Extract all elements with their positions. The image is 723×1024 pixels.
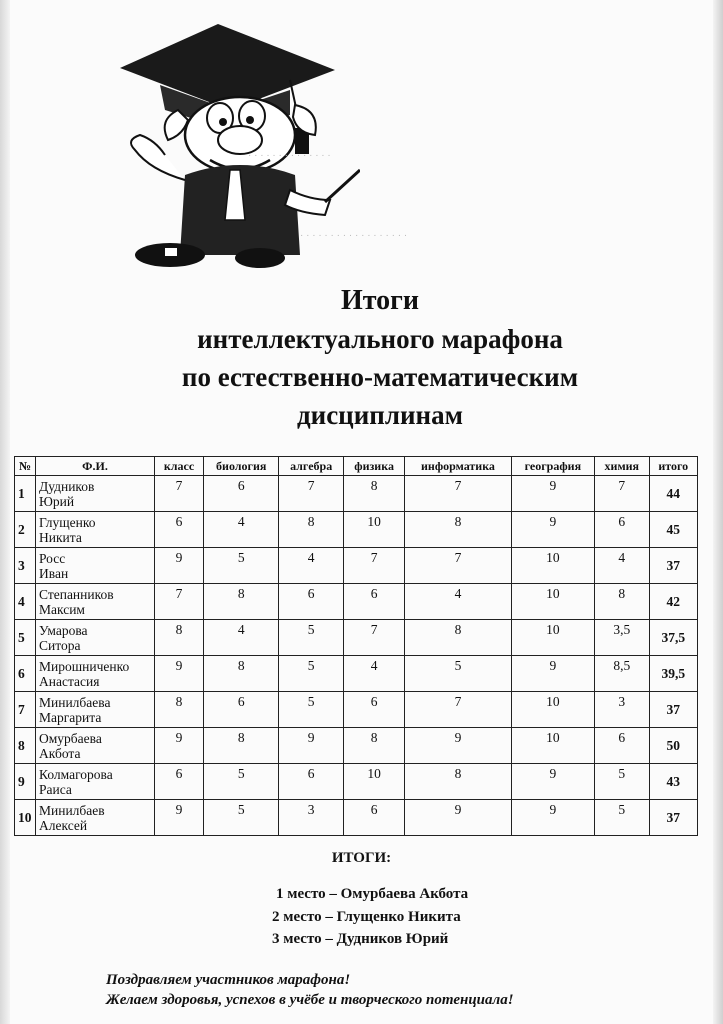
title-line-3: по естественно-математическим bbox=[181, 362, 579, 392]
title-line-2: интеллектуального марафона bbox=[197, 324, 563, 354]
cell-class: 8 bbox=[155, 620, 204, 656]
student-first-name: Никита bbox=[39, 529, 82, 545]
col-header-algebra: алгебра bbox=[279, 457, 344, 476]
student-surname: Минилбаева bbox=[39, 694, 111, 710]
cell-chemistry: 5 bbox=[595, 800, 650, 836]
cell-geography: 10 bbox=[511, 620, 594, 656]
student-surname: Росс bbox=[39, 550, 66, 566]
student-surname: Колмагорова bbox=[39, 766, 113, 782]
scan-edge-right bbox=[713, 0, 723, 1024]
cell-total: 50 bbox=[649, 728, 697, 764]
row-number: 8 bbox=[15, 728, 36, 764]
col-header-biology: биология bbox=[204, 457, 279, 476]
row-number: 10 bbox=[15, 800, 36, 836]
cell-geography: 9 bbox=[511, 656, 594, 692]
show-through-text: · · · · · · · · · · · · · · · · · · bbox=[300, 230, 408, 241]
cell-full-name bbox=[36, 656, 155, 692]
cell-informatics: 8 bbox=[405, 620, 511, 656]
student-surname: Дудников bbox=[39, 478, 95, 494]
cell-total: 37,5 bbox=[649, 620, 697, 656]
cell-full-name bbox=[36, 728, 155, 764]
cell-biology: 8 bbox=[204, 584, 279, 620]
show-through-text: · · · · · · · · · · · · · · bbox=[248, 150, 331, 161]
cell-algebra: 9 bbox=[279, 728, 344, 764]
cell-chemistry: 4 bbox=[595, 548, 650, 584]
row-number: 5 bbox=[15, 620, 36, 656]
student-surname: Омурбаева bbox=[39, 730, 102, 746]
student-surname: Умарова bbox=[39, 622, 88, 638]
cell-physics: 7 bbox=[343, 548, 404, 584]
cell-total: 39,5 bbox=[649, 656, 697, 692]
cell-algebra: 7 bbox=[279, 476, 344, 512]
cell-biology: 5 bbox=[204, 800, 279, 836]
cell-geography: 10 bbox=[511, 728, 594, 764]
cell-geography: 10 bbox=[511, 584, 594, 620]
cell-algebra: 6 bbox=[279, 584, 344, 620]
cell-algebra: 5 bbox=[279, 692, 344, 728]
table-row bbox=[15, 764, 698, 800]
cell-chemistry: 3 bbox=[595, 692, 650, 728]
cell-biology: 8 bbox=[204, 656, 279, 692]
cell-physics: 10 bbox=[343, 764, 404, 800]
cell-total: 37 bbox=[649, 548, 697, 584]
cell-full-name bbox=[36, 800, 155, 836]
cell-total: 42 bbox=[649, 584, 697, 620]
cell-full-name bbox=[36, 764, 155, 800]
cell-algebra: 5 bbox=[279, 620, 344, 656]
row-number: 7 bbox=[15, 692, 36, 728]
col-header-num: № bbox=[15, 457, 36, 476]
student-first-name: Маргарита bbox=[39, 709, 102, 725]
cell-informatics: 9 bbox=[405, 800, 511, 836]
cell-total: 45 bbox=[649, 512, 697, 548]
cell-biology: 6 bbox=[204, 476, 279, 512]
student-surname: Степанников bbox=[39, 586, 114, 602]
cell-informatics: 7 bbox=[405, 692, 511, 728]
row-number: 6 bbox=[15, 656, 36, 692]
page-title bbox=[130, 282, 630, 434]
student-first-name: Раиса bbox=[39, 781, 72, 797]
cell-full-name bbox=[36, 476, 155, 512]
cell-geography: 9 bbox=[511, 476, 594, 512]
col-header-informatics: информатика bbox=[405, 457, 511, 476]
scan-edge-left bbox=[0, 0, 10, 1024]
cell-physics: 8 bbox=[343, 728, 404, 764]
first-place: 1 место – Омурбаева Акбота bbox=[276, 886, 469, 902]
cell-informatics: 8 bbox=[405, 512, 511, 548]
cell-informatics: 7 bbox=[405, 548, 511, 584]
wishes-line: Желаем здоровья, успехов в учёбе и творческого потенциала! bbox=[106, 992, 514, 1008]
cell-class: 7 bbox=[155, 584, 204, 620]
table-row bbox=[15, 476, 698, 512]
cell-biology: 5 bbox=[204, 764, 279, 800]
cell-algebra: 4 bbox=[279, 548, 344, 584]
cell-algebra: 8 bbox=[279, 512, 344, 548]
student-surname: Мирошниченко bbox=[39, 658, 130, 674]
cell-class: 8 bbox=[155, 692, 204, 728]
student-first-name: Юрий bbox=[39, 493, 75, 509]
student-first-name: Ситора bbox=[39, 637, 81, 653]
cell-algebra: 5 bbox=[279, 656, 344, 692]
cell-geography: 10 bbox=[511, 548, 594, 584]
cell-chemistry: 6 bbox=[595, 728, 650, 764]
table-row bbox=[15, 548, 698, 584]
cell-physics: 6 bbox=[343, 800, 404, 836]
col-header-class: класс bbox=[155, 457, 204, 476]
cell-geography: 9 bbox=[511, 800, 594, 836]
cell-physics: 6 bbox=[343, 692, 404, 728]
congratulations-line: Поздравляем участников марафона! bbox=[106, 972, 351, 988]
table-header-row bbox=[15, 457, 698, 476]
results-table bbox=[14, 456, 698, 836]
student-first-name: Максим bbox=[39, 601, 85, 617]
cell-geography: 9 bbox=[511, 764, 594, 800]
row-number: 9 bbox=[15, 764, 36, 800]
cell-class: 6 bbox=[155, 764, 204, 800]
title-line-1: Итоги bbox=[340, 285, 419, 316]
cell-chemistry: 8 bbox=[595, 584, 650, 620]
row-number: 4 bbox=[15, 584, 36, 620]
table-row bbox=[15, 800, 698, 836]
table-row bbox=[15, 584, 698, 620]
title-line-4: дисциплинам bbox=[296, 400, 464, 430]
cell-informatics: 8 bbox=[405, 764, 511, 800]
cell-full-name bbox=[36, 512, 155, 548]
col-header-name: Ф.И. bbox=[36, 457, 155, 476]
col-header-geography: география bbox=[511, 457, 594, 476]
cell-informatics: 5 bbox=[405, 656, 511, 692]
cell-class: 9 bbox=[155, 728, 204, 764]
cell-chemistry: 8,5 bbox=[595, 656, 650, 692]
cell-physics: 6 bbox=[343, 584, 404, 620]
cell-total: 37 bbox=[649, 692, 697, 728]
cell-physics: 7 bbox=[343, 620, 404, 656]
table-row bbox=[15, 656, 698, 692]
cell-total: 43 bbox=[649, 764, 697, 800]
col-header-chemistry: химия bbox=[595, 457, 650, 476]
third-place: 3 место – Дудников Юрий bbox=[272, 931, 449, 947]
cell-informatics: 4 bbox=[405, 584, 511, 620]
cell-algebra: 6 bbox=[279, 764, 344, 800]
cell-chemistry: 6 bbox=[595, 512, 650, 548]
row-number: 2 bbox=[15, 512, 36, 548]
cell-total: 44 bbox=[649, 476, 697, 512]
cell-class: 9 bbox=[155, 656, 204, 692]
student-surname: Глущенко bbox=[39, 514, 96, 530]
cell-informatics: 7 bbox=[405, 476, 511, 512]
cell-informatics: 9 bbox=[405, 728, 511, 764]
cell-biology: 5 bbox=[204, 548, 279, 584]
cell-total: 37 bbox=[649, 800, 697, 836]
cell-biology: 8 bbox=[204, 728, 279, 764]
cell-physics: 10 bbox=[343, 512, 404, 548]
student-first-name: Алексей bbox=[39, 817, 88, 833]
table-row bbox=[15, 728, 698, 764]
cell-biology: 4 bbox=[204, 620, 279, 656]
summary-title: ИТОГИ: bbox=[331, 850, 392, 866]
cell-class: 9 bbox=[155, 800, 204, 836]
cell-geography: 9 bbox=[511, 512, 594, 548]
student-first-name: Иван bbox=[39, 565, 69, 581]
cell-physics: 4 bbox=[343, 656, 404, 692]
cell-class: 6 bbox=[155, 512, 204, 548]
cell-chemistry: 3,5 bbox=[595, 620, 650, 656]
table-row bbox=[15, 692, 698, 728]
row-number: 1 bbox=[15, 476, 36, 512]
cell-class: 7 bbox=[155, 476, 204, 512]
cell-chemistry: 5 bbox=[595, 764, 650, 800]
col-header-total: итого bbox=[649, 457, 697, 476]
cell-biology: 6 bbox=[204, 692, 279, 728]
cell-full-name bbox=[36, 620, 155, 656]
cell-biology: 4 bbox=[204, 512, 279, 548]
cell-full-name bbox=[36, 548, 155, 584]
second-place: 2 место – Глущенко Никита bbox=[272, 909, 461, 925]
cell-chemistry: 7 bbox=[595, 476, 650, 512]
table-row bbox=[15, 620, 698, 656]
row-number: 3 bbox=[15, 548, 36, 584]
cell-algebra: 3 bbox=[279, 800, 344, 836]
student-first-name: Анастасия bbox=[39, 673, 100, 689]
student-first-name: Акбота bbox=[39, 745, 81, 761]
table-body bbox=[15, 476, 698, 836]
table-row bbox=[15, 512, 698, 548]
cell-class: 9 bbox=[155, 548, 204, 584]
cell-full-name bbox=[36, 692, 155, 728]
col-header-physics: физика bbox=[343, 457, 404, 476]
cell-full-name bbox=[36, 584, 155, 620]
student-surname: Минилбаев bbox=[39, 802, 105, 818]
cell-physics: 8 bbox=[343, 476, 404, 512]
cell-geography: 10 bbox=[511, 692, 594, 728]
